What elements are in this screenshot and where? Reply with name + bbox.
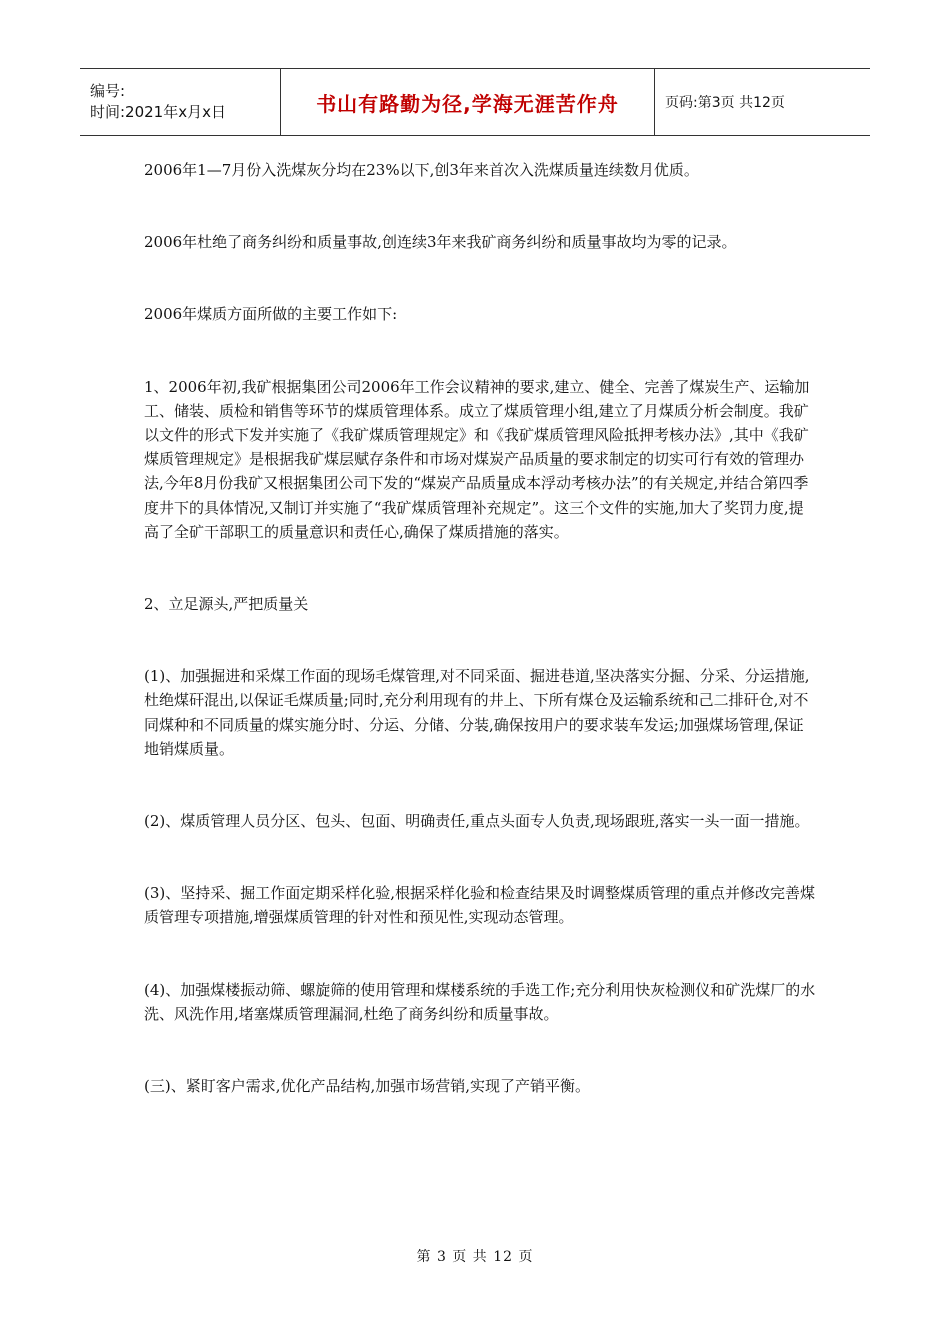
page-header: [80, 68, 870, 136]
paragraph-item-1: 1、2006年初,我矿根据集团公司2006年工作会议精神的要求,建立、健全、完善了煤炭生产、运输加工、储装、质检和销售等环节的煤质管理体系。成立了煤质管理小组,建立了月煤质分析会制度。我矿以文件的形式下发并实施了《我矿煤质管理规定》和《我矿煤质管理风险抵押考核办法》,其中《我矿煤质管理规定》是根据我矿煤层赋存条件和市场对煤炭产品质量的要求制定的切实可行有效的管理办法,今年8月份我矿又根据集团公司下发的“煤炭产品质量成本浮动考核办法”的有关规定,并结合第四季度井下的具体情况,又制订并实施了“我矿煤质管理补充规定”。这三个文件的实施,加大了奖罚力度,提高了全矿干部职工的质量意识和责任心,确保了煤质措施的落实。: [144, 377, 810, 541]
paragraph-ash-result: 2006年1—7月份入洗煤灰分均在23%以下,创3年来首次入洗煤质量连续数月优质。: [144, 161, 699, 179]
paragraph-section-3: (三)、紧盯客户需求,优化产品结构,加强市场营销,实现了产销平衡。: [144, 1077, 591, 1096]
paragraph-sub-2: (2)、煤质管理人员分区、包头、包面、明确责任,重点头面专人负责,现场跟班,落实一头一面一措施。: [144, 812, 810, 831]
paragraph-zero-incidents: 2006年杜绝了商务纠纷和质量事故,创连续3年来我矿商务纠纷和质量事故均为零的记录。: [144, 233, 737, 252]
document-time-label: 时间:2021年x月x日: [90, 103, 226, 121]
paragraph-item-2-heading: 2、立足源头,严把质量关: [144, 595, 309, 614]
paragraph-sub-3: (3)、坚持采、掘工作面定期采样化验,根据采样化验和检查结果及时调整煤质管理的重点并修改完善煤质管理专项措施,增强煤质管理的针对性和预见性,实现动态管理。: [144, 884, 816, 927]
header-motto-cell: [281, 69, 655, 135]
header-page-info: 页码:第3页 共12页: [665, 95, 785, 111]
paragraph-sub-4: (4)、加强煤楼振动筛、螺旋筛的使用管理和煤楼系统的手选工作;充分利用快灰检测仪和矿洗煤厂的水洗、风洗作用,堵塞煤质管理漏洞,杜绝了商务纠纷和质量事故。: [144, 980, 816, 1023]
header-motto: 书山有路勤为径,学海无涯苦作舟: [316, 91, 619, 116]
document-body: [144, 158, 816, 1146]
document-number-label: 编号:: [90, 82, 126, 100]
paragraph-sub-1: (1)、加强掘进和采煤工作面的现场毛煤管理,对不同采面、掘进巷道,坚决落实分掘、分采、分运措施,杜绝煤矸混出,以保证毛煤质量;同时,充分利用现有的井上、下所有煤仓及运输系统和己二排矸仓,对不同煤种和不同质量的煤实施分时、分运、分储、分装,确保按用户的要求装车发运;加强煤场管理,保证地销煤质量。: [144, 667, 810, 758]
page-footer: 第 3 页 共 12 页: [416, 1249, 534, 1265]
paragraph-work-intro: 2006年煤质方面所做的主要工作如下:: [144, 305, 398, 324]
header-page-cell: [655, 69, 870, 135]
header-meta: [80, 69, 281, 135]
